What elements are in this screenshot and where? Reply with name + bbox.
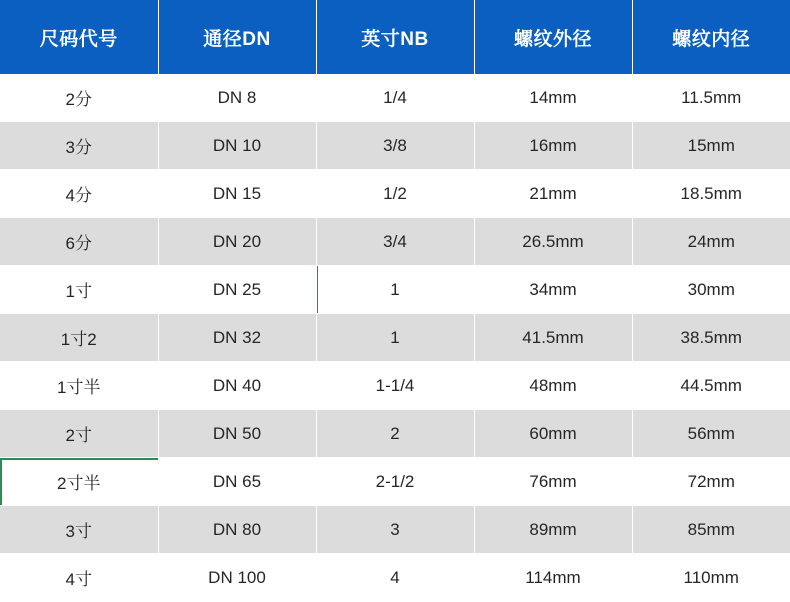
cell-dn: DN 65 — [158, 458, 316, 506]
table-row — [0, 74, 790, 122]
cell-inner-dia: 85mm — [632, 506, 790, 554]
table-row — [0, 314, 790, 362]
cell-dn: DN 20 — [158, 218, 316, 266]
cell-inner-dia: 11.5mm — [632, 74, 790, 122]
cell-size-code: 1寸 — [0, 266, 158, 314]
cell-inner-dia: 72mm — [632, 458, 790, 506]
cell-size-code: 1寸半 — [0, 362, 158, 410]
cell-dn: DN 15 — [158, 170, 316, 218]
table-row — [0, 458, 790, 506]
cell-dn: DN 8 — [158, 74, 316, 122]
cell-outer-dia: 48mm — [474, 362, 632, 410]
cell-dn: DN 40 — [158, 362, 316, 410]
cell-dn: DN 100 — [158, 554, 316, 602]
cell-nb: 1/2 — [316, 170, 474, 218]
cell-inner-dia: 15mm — [632, 122, 790, 170]
column-header-size-code: 尺码代号 — [0, 0, 158, 74]
cell-inner-dia: 56mm — [632, 410, 790, 458]
cell-outer-dia: 60mm — [474, 410, 632, 458]
cell-nb: 1 — [316, 314, 474, 362]
table-header — [0, 0, 790, 74]
cell-nb: 3/8 — [316, 122, 474, 170]
table-row — [0, 362, 790, 410]
table-row — [0, 122, 790, 170]
cell-inner-dia: 44.5mm — [632, 362, 790, 410]
cell-dn: DN 10 — [158, 122, 316, 170]
cell-nb: 3/4 — [316, 218, 474, 266]
column-header-inner-dia: 螺纹内径 — [632, 0, 790, 74]
column-header-nb: 英寸NB — [316, 0, 474, 74]
cell-nb: 1 — [316, 266, 474, 314]
cell-inner-dia: 110mm — [632, 554, 790, 602]
cell-size-code: 6分 — [0, 218, 158, 266]
cell-size-code: 4分 — [0, 170, 158, 218]
cell-dn: DN 50 — [158, 410, 316, 458]
cell-dn: DN 80 — [158, 506, 316, 554]
table-body — [0, 74, 790, 602]
cell-outer-dia: 89mm — [474, 506, 632, 554]
table-row — [0, 266, 790, 314]
cell-size-code: 2分 — [0, 74, 158, 122]
cell-inner-dia: 24mm — [632, 218, 790, 266]
cell-size-code: 2寸 — [0, 410, 158, 458]
cell-nb: 4 — [316, 554, 474, 602]
cell-nb: 1/4 — [316, 74, 474, 122]
cell-size-code: 3寸 — [0, 506, 158, 554]
column-header-dn: 通径DN — [158, 0, 316, 74]
cell-nb: 1-1/4 — [316, 362, 474, 410]
header-row — [0, 0, 790, 74]
cell-outer-dia: 26.5mm — [474, 218, 632, 266]
cell-size-code: 2寸半 — [0, 458, 158, 506]
cell-inner-dia: 38.5mm — [632, 314, 790, 362]
column-header-outer-dia: 螺纹外径 — [474, 0, 632, 74]
table-row — [0, 506, 790, 554]
table-row — [0, 554, 790, 602]
cell-inner-dia: 30mm — [632, 266, 790, 314]
cell-outer-dia: 21mm — [474, 170, 632, 218]
cell-nb: 3 — [316, 506, 474, 554]
cell-nb: 2-1/2 — [316, 458, 474, 506]
cell-outer-dia: 76mm — [474, 458, 632, 506]
table-row — [0, 410, 790, 458]
cell-size-code: 1寸2 — [0, 314, 158, 362]
cell-dn: DN 25 — [158, 266, 316, 314]
cell-dn: DN 32 — [158, 314, 316, 362]
cell-outer-dia: 41.5mm — [474, 314, 632, 362]
cell-outer-dia: 114mm — [474, 554, 632, 602]
cell-outer-dia: 14mm — [474, 74, 632, 122]
table-row — [0, 170, 790, 218]
cell-nb: 2 — [316, 410, 474, 458]
cell-inner-dia: 18.5mm — [632, 170, 790, 218]
cell-size-code: 3分 — [0, 122, 158, 170]
cell-outer-dia: 34mm — [474, 266, 632, 314]
table-row — [0, 218, 790, 266]
cell-outer-dia: 16mm — [474, 122, 632, 170]
cell-size-code: 4寸 — [0, 554, 158, 602]
